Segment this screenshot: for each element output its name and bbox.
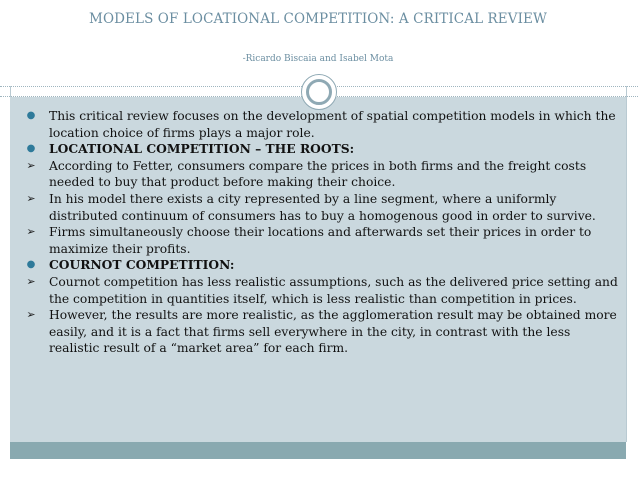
arrow-bullet-icon: ➢ xyxy=(26,274,36,288)
ring-ornament-icon xyxy=(301,74,337,110)
bullet-item xyxy=(14,274,624,307)
bullet-item xyxy=(14,158,624,191)
bullet-text: However, the results are more realistic, as the agglomeration result may be obtained more easily, and it is a fact that firms sell everywhere in the city, in contrast with the less realistic result of a “market area” for each firm. xyxy=(49,308,617,356)
bullet-item xyxy=(14,307,624,357)
bullet-text: This critical review focuses on the development of spatial competition models in which the location choice of firms plays a major role. xyxy=(49,109,616,140)
slide-subtitle: -Ricardo Biscaia and Isabel Mota xyxy=(242,54,394,64)
circle-bullet-icon: ● xyxy=(26,143,36,155)
bullet-text: LOCATIONAL COMPETITION – THE ROOTS: xyxy=(49,141,355,157)
panel-border-right xyxy=(626,86,627,442)
ring-ornament-inner xyxy=(306,79,332,105)
bullet-text: Firms simultaneously choose their locations and afterwards set their prices in order to maximize their profits. xyxy=(49,225,592,256)
slide-title: MODELS OF LOCATIONAL COMPETITION: A CRITICAL REVIEW xyxy=(89,11,547,27)
arrow-bullet-icon: ➢ xyxy=(26,308,36,322)
bullet-text: According to Fetter, consumers compare the prices in both firms and the freight costs needed to buy that product before making their choice. xyxy=(49,158,587,190)
bullet-item xyxy=(14,257,624,274)
circle-bullet-icon: ● xyxy=(26,110,36,121)
arrow-bullet-icon: ➢ xyxy=(26,225,36,239)
bullet-text: Cournot competition has less realistic assumptions, such as the delivered price setting and the competition in quantities itself, which is less realistic than competition in prices. xyxy=(49,274,618,306)
bullet-text: COURNOT COMPETITION: xyxy=(49,257,235,273)
bullet-text: In his model there exists a city represented by a line segment, where a uniformly distributed continuum of consumers has to buy a homogenous good in order to survive. xyxy=(49,191,596,223)
bullet-item xyxy=(14,224,624,257)
bullet-item xyxy=(14,191,624,224)
bullet-list xyxy=(14,108,624,357)
footer-bar xyxy=(10,442,626,459)
bullet-item xyxy=(14,108,624,141)
bullet-item xyxy=(14,141,624,158)
arrow-bullet-icon: ➢ xyxy=(26,191,36,205)
arrow-bullet-icon: ➢ xyxy=(26,158,36,172)
circle-bullet-icon: ● xyxy=(26,259,36,271)
